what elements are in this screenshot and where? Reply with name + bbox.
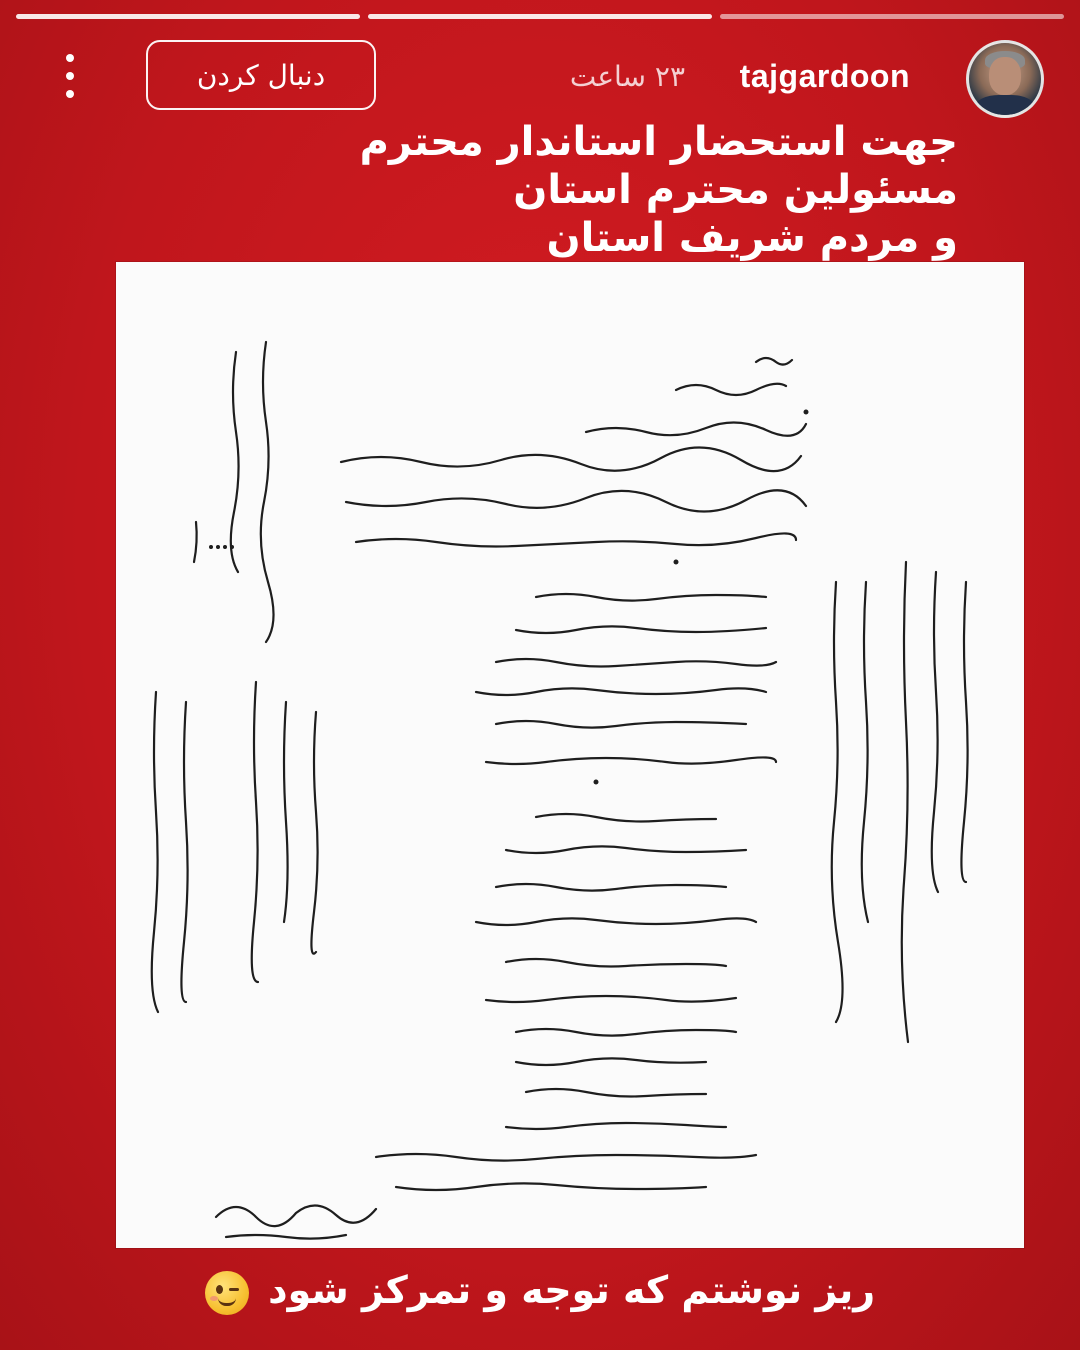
story-header [0,40,1080,120]
handwriting-scribbles [116,262,1024,1248]
story-caption [258,118,958,262]
follow-button[interactable]: دنبال کردن [146,40,376,110]
footer-caption-text: ریز نوشتم که توجه و تمرکز شود [268,1268,876,1312]
progress-segment [368,14,712,19]
handwritten-letter-image [116,262,1024,1248]
progress-segment [720,14,1064,19]
progress-segment [16,14,360,19]
caption-line: مسئولین محترم استان [513,167,958,213]
timestamp: ۲۳ ساعت [569,60,685,93]
avatar[interactable] [966,40,1044,118]
username[interactable]: tajgardoon [739,58,910,94]
story-progress-bar [16,14,1064,19]
caption-line: و مردم شریف استان [546,215,958,261]
footer-caption [0,1268,1080,1315]
wink-emoji-icon [205,1271,249,1315]
more-options-icon[interactable] [62,54,78,98]
caption-line: جهت استحضار استاندار محترم [359,119,958,165]
